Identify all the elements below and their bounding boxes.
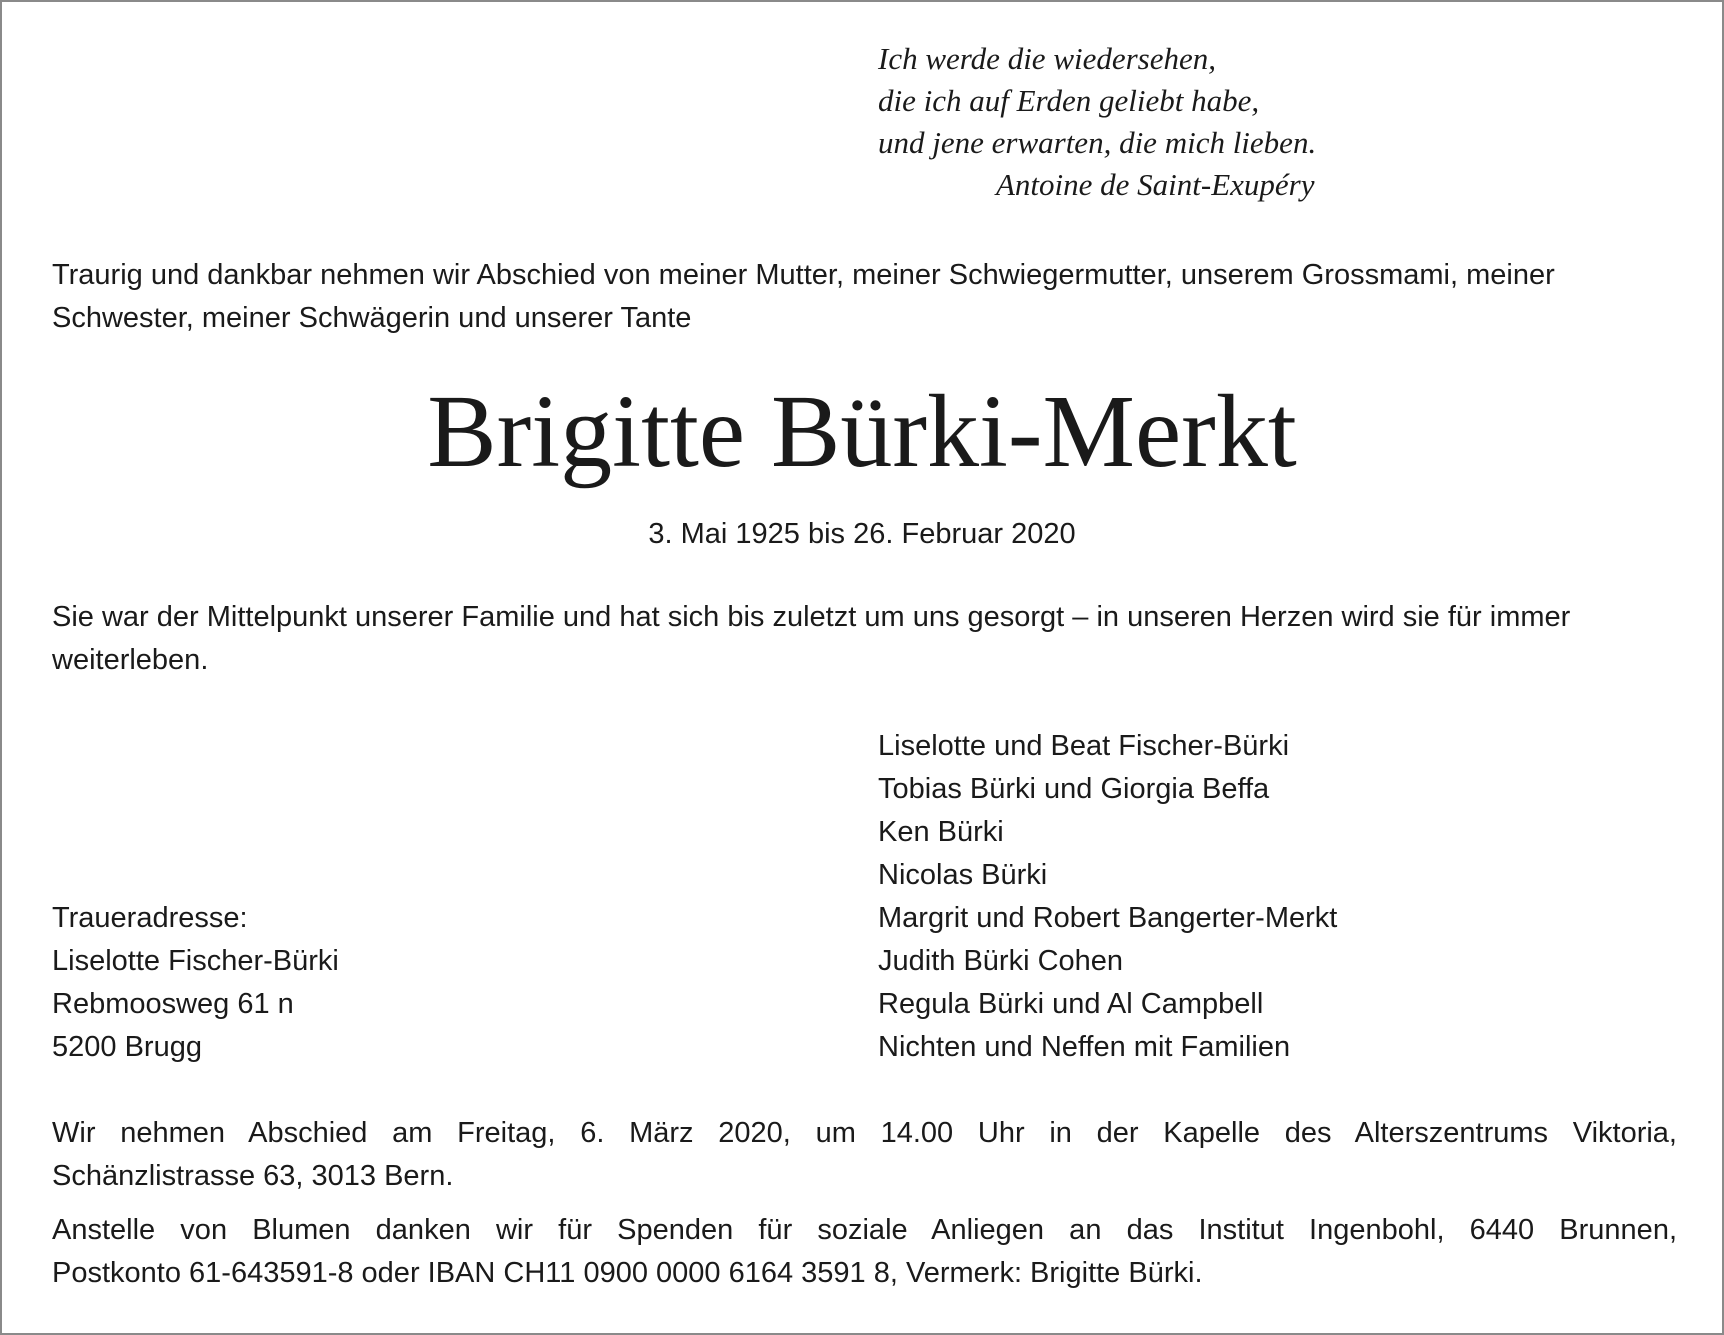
tribute-text: Sie war der Mittelpunkt unserer Familie und hat sich bis zuletzt um uns gesorgt – in unseren Herzen wird sie für immer weiterleben. [52, 601, 1571, 676]
mourner-entry: Nichten und Neffen mit Familien [878, 1031, 1291, 1063]
mourner-entry: Liselotte und Beat Fischer-Bürki [878, 730, 1290, 762]
mourning-address [52, 897, 339, 1069]
address-street: Rebmoosweg 61 n [52, 988, 294, 1020]
mourner-entry: Judith Bürki Cohen [878, 945, 1124, 977]
mourner-entry: Margrit und Robert Bangerter-Merkt [878, 902, 1338, 934]
deceased-name: Brigitte Bürki-Merkt [427, 374, 1297, 489]
service-line: Wir nehmen Abschied am Freitag, 6. März 2020, um 14.00 Uhr in der Kapelle des Alterszentrums Viktoria, [52, 1117, 1677, 1149]
life-dates: 3. Mai 1925 bis 26. Februar 2020 [648, 518, 1076, 550]
quote-line: die ich auf Erden geliebt habe, [878, 83, 1260, 118]
intro-text: Traurig und dankbar nehmen wir Abschied von meiner Mutter, meiner Schwiegermutter, unserem Grossmami, meiner Schwester, meiner Schwägerin und unserer Tante [52, 259, 1555, 334]
quote-author: Antoine de Saint-Exupéry [996, 167, 1315, 202]
mourner-entry: Nicolas Bürki [878, 859, 1048, 891]
epigraph-quote [878, 38, 1316, 206]
mourner-entry: Ken Bürki [878, 816, 1004, 848]
address-city: 5200 Brugg [52, 1031, 202, 1063]
quote-line: Ich werde die wiedersehen, [878, 41, 1217, 76]
address-name: Liselotte Fischer-Bürki [52, 945, 339, 977]
quote-line: und jene erwarten, die mich lieben. [878, 125, 1317, 160]
service-info [52, 1112, 1677, 1198]
mourner-entry: Regula Bürki und Al Campbell [878, 988, 1264, 1020]
service-line: Schänzlistrasse 63, 3013 Bern. [52, 1160, 454, 1192]
donation-line: Postkonto 61-643591-8 oder IBAN CH11 0900 0000 6164 3591 8, Vermerk: Brigitte Bürki. [52, 1257, 1203, 1289]
mourners-list [878, 725, 1337, 1069]
donation-line: Anstelle von Blumen danken wir für Spenden für soziale Anliegen an das Institut Ingenbohl, 6440 Brunnen, [52, 1214, 1677, 1246]
donation-info [52, 1209, 1677, 1295]
mourner-entry: Tobias Bürki und Giorgia Beffa [878, 773, 1270, 805]
address-label: Traueradresse: [52, 902, 248, 934]
